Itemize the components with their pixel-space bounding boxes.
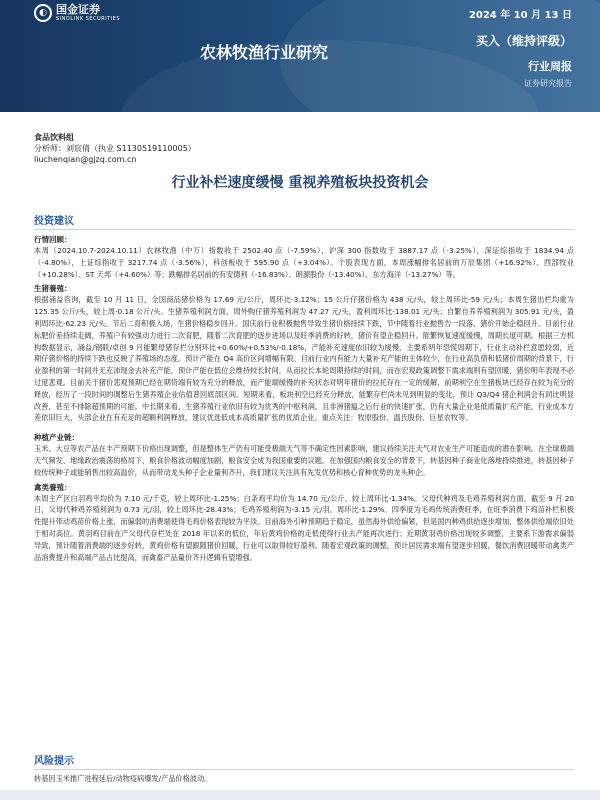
paragraph-market-review: 本周（2024.10.7-2024.10.11）农林牧渔（中万）指数收于 2502.40 点（-7.59%），沪深 300 指数收于 3887.17 点（-3.25%），深证综指收于 1834.94 点（-4.80%），上证综指收于 3217.74 点（-3.56%），科创板收于 595.90 点（+3.04%）。个股表现方面，本周涨幅排名居前的万辰集团（+16.92%）、西部牧业（+10.28%）、ST 天邦（+4.60%）等；跌幅排名居前的有安德利（-16.83%）、朗源股份（-13.40%）、东方海洋（-13.27%）等。 (34, 246, 574, 279)
logo-name-en: SINOLINK SECURITIES (56, 16, 120, 22)
subsection-heading: 行情回顾： (34, 235, 72, 244)
subsection-heading: 禽类養殖： (34, 482, 72, 492)
main-title: 行业补栏速度缓慢 重视养殖板块投资机会 (171, 175, 429, 191)
industry-group: 食品饮料组 (34, 133, 74, 142)
report-subtitle: 证券研究报告 (524, 79, 572, 88)
paragraph-planting-chain: 玉米、大豆等农产品在丰产预期下价格出现调整，但是整体生产仍有可能受极端天气等不确定性因素影响，建议持续关注天气对农业生产可能造成的潜在影响。在全球极端天气频发、地缘政治震荡的格局下，粮食价格波动幅度加剧，粮食安全成为我国重要的议题。在加强国内粮食安全的背景下，转基因种子商业化落地持续推进，转基因种子较传统种子或能销售出较高溢价，从而带动龙头种子企业量利齐升，我们建议关注具有先发优势和核心育种优势的龙头种企。 (34, 444, 574, 477)
section-heading: 风险提示 (34, 752, 574, 770)
section-investment-advice (34, 212, 574, 563)
footer-bar (0, 790, 600, 800)
analyst-email: liuchenqian@gjzq.com.cn (34, 155, 137, 164)
section-risk-warning (34, 752, 574, 785)
report-type: 行业周报 (528, 60, 572, 73)
paragraph-poultry-farming: 本周主产区白羽鸡平均价为 7.10 元/千克，较上周环比-1.25%；白条鸡平均价为 14.70 元/公斤，较上周环比-1.34%。父母代种鸡及毛鸡养殖利润方面，截至 9 月 20 日，父母代种鸡养殖利润为 0.73 元/羽，较上周环比-28.43%；毛鸡养殖利润为-3.15 元/羽，周环比-1.29%。四季度为毛鸡传统消费旺季，在旺季消费下鸡苗补栏积极性提升带动鸡苗价格上涨，而偏弱的消费端使得毛鸡价格表现较为平淡。目前海外引种预期趋于稳定，虽然海外供给偏紧，但是国内种鸡供给逐步增加，整体供给端依旧处于相对高位。黄羽鸡目前在产父母代存栏处在 2018 年以来的低位，年后黄鸡价格的走低使得行业去产能再次进行；近期黄羽鸡价格出现较多调整，主要系下游需求偏弱导致，预计随着消费端的逐步好转，黄鸡价格有望跟随猪价回暖，行业可以取得较好盈利。随着宏观政策的调整，预计居民需求端有望逐步回暖，餐饮消费回暖带动禽类产品消费提升和高端产品占比提高，而禽畜产品量价齐升逻辑有望增强。 (34, 493, 574, 562)
company-logo (34, 4, 120, 22)
rating-badge: 买入（维持评级） (475, 34, 572, 48)
industry-title: 农林牧渔行业研究 (200, 43, 329, 62)
paragraph-hog-farming: 根据涌益咨询，截至 10 月 11 日，全国商品猪价格为 17.69 元/公斤，周环比-3.12%；15 公斤仔猪价格为 438 元/头，较上周环比-59 元/头；本周生猪出栏均重为 125.35 公斤/头，较上周-0.18 公斤/头。生猪养殖利润方面，周外购仔猪养殖利润为 47.27 元/头，盈利周环比-138.01 元/头；自繁自养养殖利润为 305.91 元/头，盈利周环比-62.23 元/头。节后二育积极入场，生猪价格稳步回升。国庆前行业积极抛售导致生猪价格持续下跌，节中随着行业抛售告一段落，猪价开始企稳回升。目前行业标肥价差持续走阔，养殖户有较强动力进行二次育肥，随着二次育肥的逐步进场以及旺季消费的好转，猪价有望企稳回升。能繁恢复速度缓慢，周期长度可期。根据三方机构数据显示，涌益/钢联/卓创 9 月能繁母猪存栏分别环比+0.60%/+0.53%/-0.18%，产能补充速度依旧较为缓慢，主要系明年恐慌周期下，行业主动补栏意愿较弱，近期仔猪价格的持续下跌也反映了养殖场的态度。预计产能在 Q4 高价区间增幅有限。目前行业内有能力大量补充产能的主体较少，在行业高负债和低猪价周期的背景下，行业盈利的第一时间并无充沛现金去补充产能，预计产能在低位会维持较长时间，从而拉长本轮周期持续的时间，而在宏观政策调整下需求端则有望回暖，猪价明年表现不必过度悲观。目前关于猪价悲观预期已经在期货端有较为充分的释放，而产能端缓慢的补充状态对明年猪价的拉托存在一定的缓解，前期利空在生猪板块已经存在较为充分的释放，经历了一段时间的调整后生猪养殖企业估值普回底部区间。短期来看，板块利空已经充分释放，能繁存栏尚未见到明显的变化，预计 Q3/Q4 猪企利润会有同比明显改善，甚至不排除超预期的可能。中长期来看，生猪养殖行业依旧有较为优秀的中枢利润，且非洲猪瘟之后行业的快速扩张，仍有大量企业是低质量扩充产能，行业成本方差依旧巨大，头部企业在有充足的超额利润释放，建议优选低成本高质量扩张的优质企业。重点关注：牧原股份、温氏股份、巨星农牧等。 (34, 295, 574, 423)
paragraph-risks: 转基因玉米推广进程延后/动物疫病爆发/产品价格波动。 (34, 774, 212, 783)
analyst-name: 分析师：刘宸倩（执业 S1130519110005） (34, 144, 196, 153)
subsection-heading: 种植产业链： (34, 433, 79, 443)
analyst-info (34, 132, 196, 165)
logo-name-cn: 国金证券 (56, 3, 100, 16)
logo-icon: ◐ (34, 4, 52, 22)
report-date: 2024 年 10 月 13 日 (468, 10, 572, 21)
section-heading: 投资建议 (34, 212, 574, 230)
subsection-heading: 生猪養殖： (34, 284, 72, 294)
report-header (0, 0, 600, 112)
